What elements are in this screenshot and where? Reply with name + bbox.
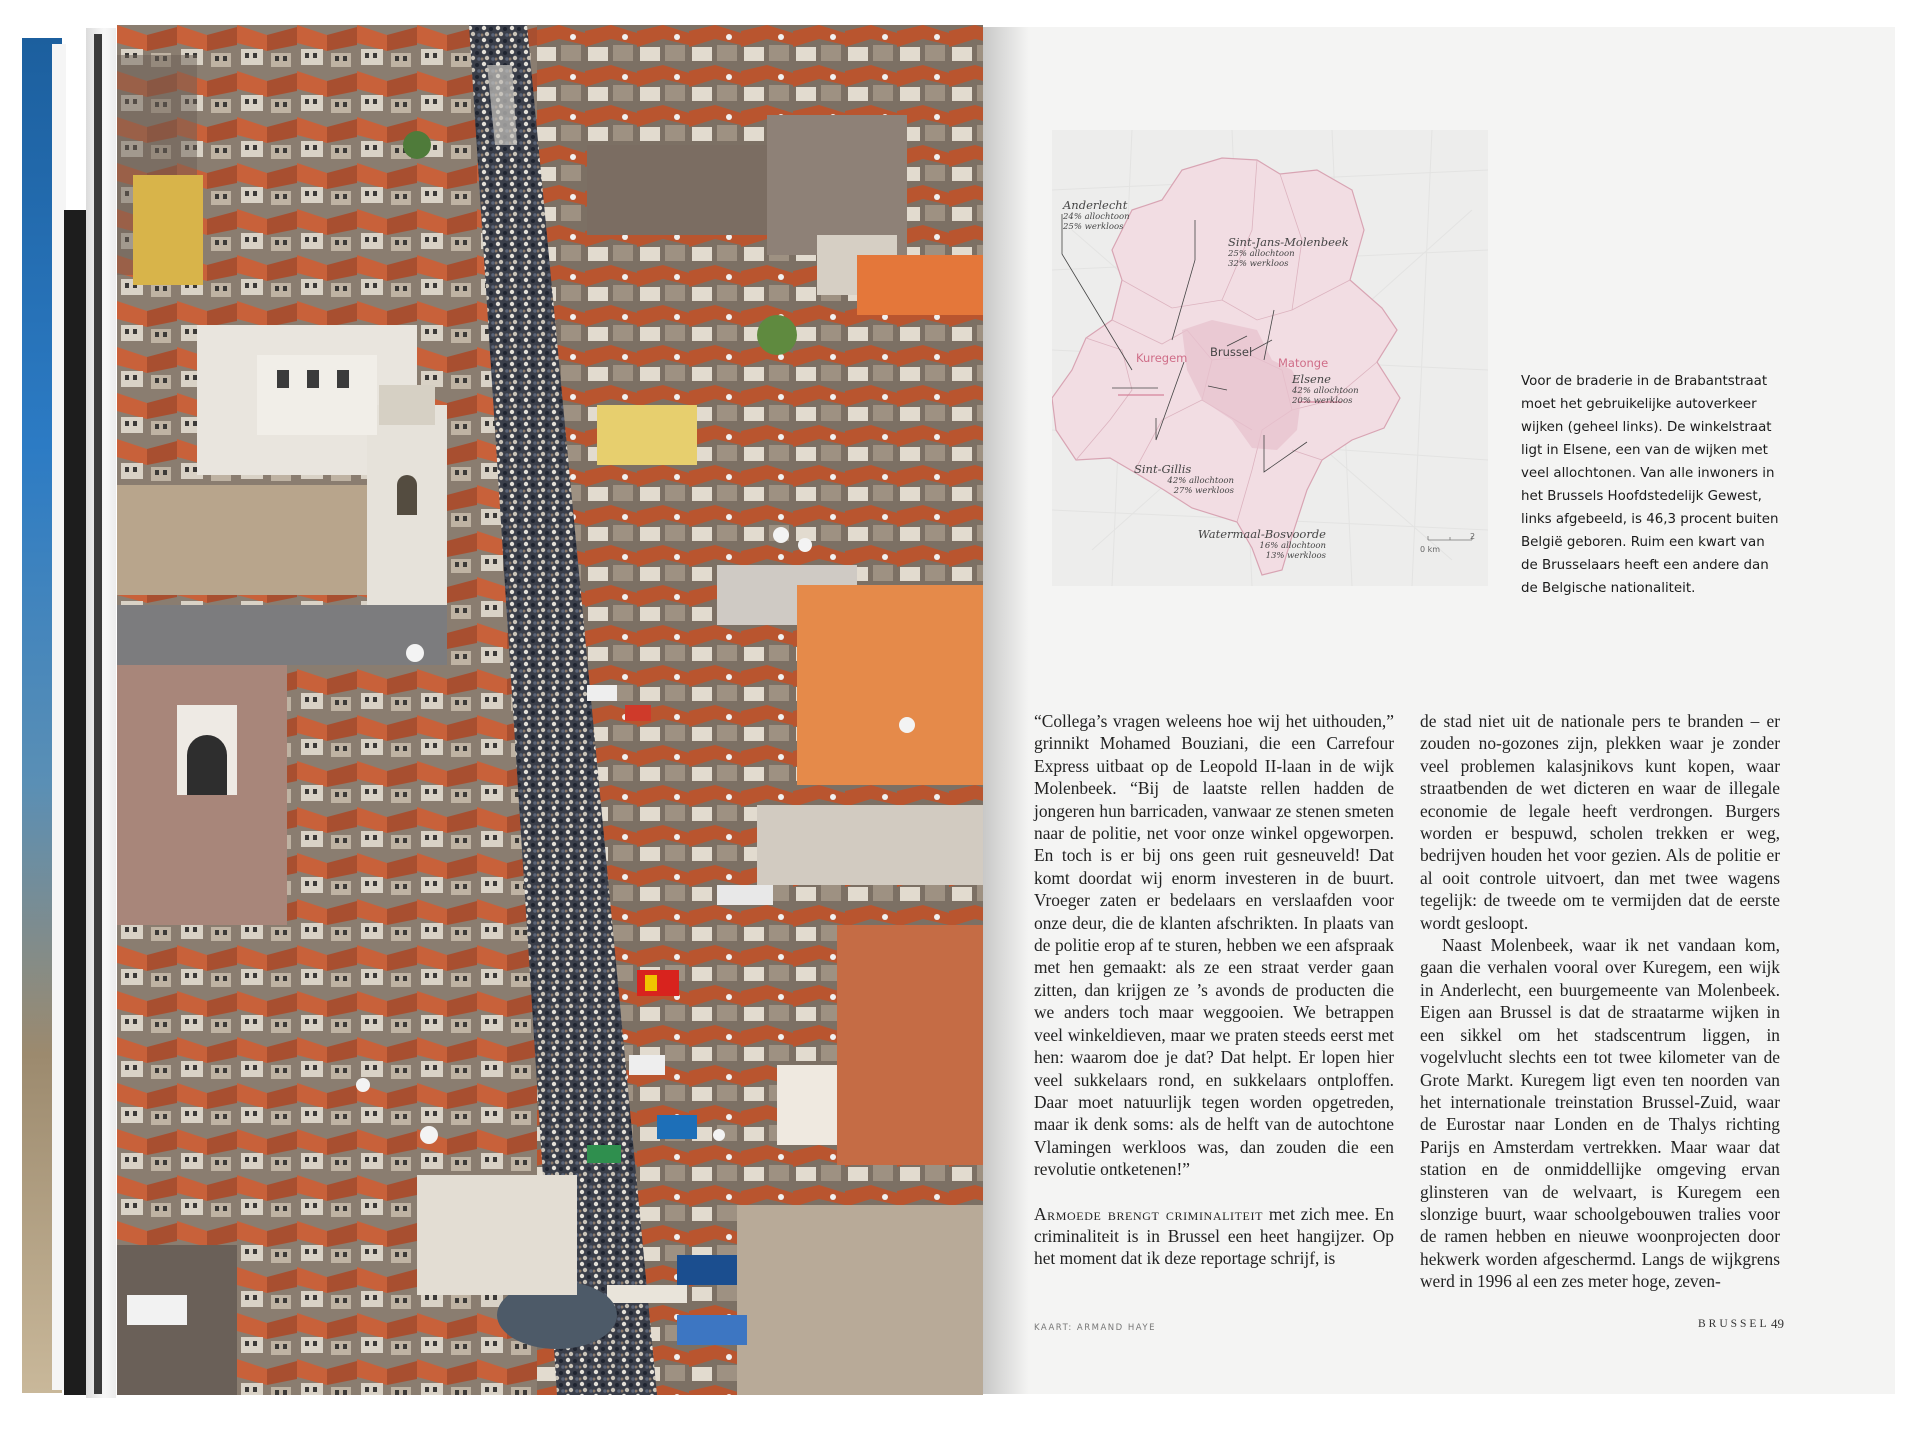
label-sint-gillis xyxy=(1134,463,1234,496)
label-brussel: Brussel xyxy=(1210,345,1253,359)
article-paragraph: “Collega’s vragen weleens hoe wij het uithouden,” grinnikt Mohamed Bouziani, die een Carrefour Express uitbaat op de Leopold II-laan in de wijk Molenbeek. “Bij de laatste rellen hadden de jongeren hun barricaden, vanwaar ze stenen smeten naar de politie, net voor onze winkel opgeworpen. En toch is er bij ons geen ruit gesneuveld! Dat komt doordat wij enorm investeren in de buurt. Vroeger zaten er bedelaars en verslaafden voor onze deur, die de klanten afschrikten. In plaats van de politie erop af te sturen, hebben we een afspraak met hen gemaakt: als ze een straat verder gaan zitten, dan krijgen ze ’s avonds de producten die we anders toch maar weggooien. We betrappen veel winkeldieven, maar we praten steeds eerst met hen: waarom doe je dat? Dat helpt. Er lopen hier veel sukkelaars rond, en sukkelaars ontploffen. Daar moet natuurlijk tegen worden opgetreden, maar ik denk soms: als de helft van de autochtone Vlamingen werkloos was, dan zouden die een revolutie ontketenen!” xyxy=(1034,711,1394,1180)
label-sint-gillis-name: Sint-Gillis xyxy=(1134,462,1192,476)
scale-end: 2 xyxy=(1470,532,1476,541)
page-number: 49 xyxy=(1771,1316,1784,1331)
label-molenbeek-name: Sint-Jans-Molenbeek xyxy=(1228,235,1349,249)
label-sint-gillis-stat1: 42% allochtoon xyxy=(1167,476,1234,486)
label-sint-gillis-stat2: 27% werkloos xyxy=(1173,486,1234,496)
article-paragraph: Naast Molenbeek, waar ik net vandaan kom, gaan die verhalen vooral over Kuregem, een wijk in Anderlecht, een buurgemeente van Molenbeek. Eigen aan Brussel is dat de straatarme wijken in een sikkel om het stadscentrum liggen, in vogelvlucht slechts een tot twee kilometer van de Grote Markt. Kuregem ligt even ten noorden van het internationale treinstation Brussel-Zuid, waar de Eurostar naar Londen en de Thalys richting Parijs en Amsterdam vertrekken. Maar waar dat station en de onmiddellijke omgeving ervan glinsteren van de welvaart, is Kuregem een slonzige buurt, waar schoolgebouwen tralies voor de ramen hebben en nieuwe woonprojecten door hekwerk worden afgeschermd. Langs de wijkgrens werd in 1996 al een zes meter hoge, zeven- xyxy=(1420,935,1780,1292)
label-elsene-name: Elsene xyxy=(1292,372,1331,386)
article-paragraph: de stad niet uit de nationale pers te branden – er zouden no-gozones zijn, plekken waar je zonder veel problemen kalasjnikovs kunt kopen, waar straatbenden de wet dicteren en waar de illegale economie de legale heeft verdrongen. Burgers worden er bespuwd, scholen trekken er weg, bedrijven houden het voor gezien. Als de politie er al ooit controle uitvoert, dan met twee wagens tegelijk: de tweede om te vermijden dat de eerste wordt gesloopt. xyxy=(1420,711,1780,933)
label-elsene-stat2: 20% werkloos xyxy=(1292,396,1353,406)
label-matonge: Matonge xyxy=(1278,356,1329,370)
label-anderlecht-name: Anderlecht xyxy=(1063,198,1128,212)
article-column-2 xyxy=(1420,710,1780,1293)
label-molenbeek xyxy=(1228,236,1349,269)
label-elsene-stat1: 42% allochtoon xyxy=(1292,386,1359,396)
label-watermaal xyxy=(1172,528,1326,561)
map-credit: KAART: ARMAND HAYE xyxy=(1034,1323,1156,1333)
label-anderlecht-stat2: 25% werkloos xyxy=(1063,222,1124,232)
paragraph-text: met zich mee. En criminaliteit is in Brussel een heet hangijzer. Op het moment dat ik deze reportage schrijf, is xyxy=(1034,1203,1394,1269)
label-elsene xyxy=(1292,373,1359,406)
page-edge-shadow xyxy=(94,34,102,1394)
label-kuregem: Kuregem xyxy=(1136,351,1188,365)
scale-start: 0 km xyxy=(1420,545,1441,554)
label-molenbeek-stat2: 32% werkloos xyxy=(1228,259,1289,269)
label-anderlecht-stat1: 24% allochtoon xyxy=(1063,212,1130,222)
run-in-lead: Armoede brengt criminaliteit xyxy=(1034,1203,1263,1224)
page-edge-dark xyxy=(64,210,88,1395)
aerial-street-photo xyxy=(117,25,983,1395)
street-market-illustration xyxy=(117,25,983,1395)
photo-caption: Voor de braderie in de Brabantstraat moet het gebruikelijke autoverkeer wijken (geheel links). De winkelstraat ligt in Elsene, een van de wijken met veel allochtonen. Van alle inwoners in het Brussels Hoofdstedelijk Gewest, links afgebeeld, is 46,3 procent buiten België geboren. Ruim een kwart van de Brusselaars heeft een andere dan de Belgische nationaliteit. xyxy=(1521,374,1779,596)
running-footer: BRUSSEL xyxy=(1698,1318,1770,1330)
label-molenbeek-stat1: 25% allochtoon xyxy=(1228,249,1295,259)
article-column-1 xyxy=(1034,710,1394,1270)
label-anderlecht xyxy=(1063,199,1130,232)
label-watermaal-name: Watermaal-Bosvoorde xyxy=(1197,527,1326,541)
label-watermaal-stat1: 16% allochtoon xyxy=(1259,541,1326,551)
article-paragraph xyxy=(1034,1203,1394,1270)
label-watermaal-stat2: 13% werkloos xyxy=(1265,551,1326,561)
brussels-map xyxy=(1052,130,1488,586)
